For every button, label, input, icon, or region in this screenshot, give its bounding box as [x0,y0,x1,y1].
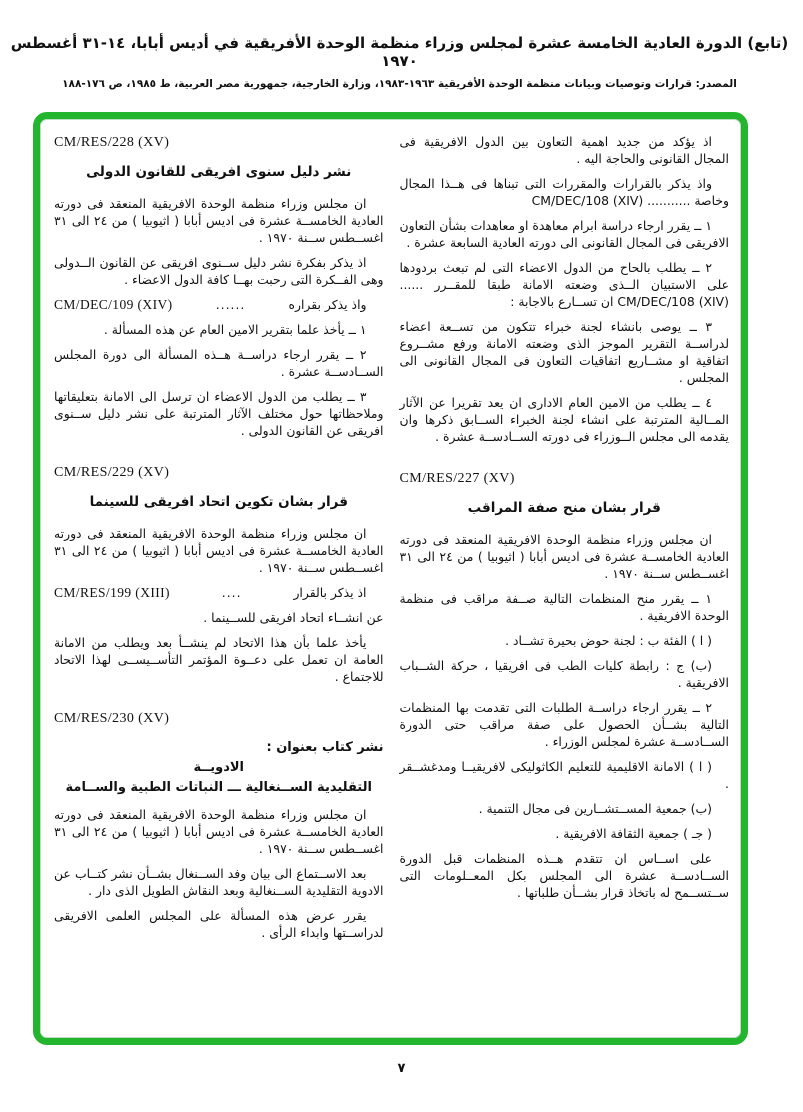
header-source-line: المصدر: قرارات وتوصيات وبيانات منظمة الوحدة الأفريقية ١٩٦٣-١٩٨٣، وزارة الخارجية، جمهورية مصر العربية، ط ١٩٨٥، ص ١٧٦-١٨٨ [62,78,737,90]
resolution-title: قرار بشان تكوين اتحاد افريقى للسينما [89,494,348,510]
paragraph: ٤ ــ يطلب من الامين العام الادارى ان يعد تقريرا عن الآثار المــالية المترتبة على انشاء لجنة الخبراء الســابق ذكرها وان يقدمه الى مجلس الــوزراء فى دورته الســادســة عشرة . [399,395,729,444]
header-session-line: (تابع) الدورة العادية الخامسة عشرة لمجلس وزراء منظمة الوحدة الأفريقية في أديس أبابا، ١٤-٣١ أغسطس ١٩٧٠ [10,34,789,70]
paragraph: ٢ ــ يطلب بالحاح من الدول الاعضاء التى لم تبعث بردودها على الاستبيان الــذى وضعته الامانة طبقا للمقــرر ...... CM/DEC/108 (XIV) ان تســارع بالاجابة : [399,260,729,309]
paragraph: واذ يذكر بالقرارات والمقررات التى تبناها فى هــذا المجال وخاصة ........... CM/DEC/108 (XIV) [399,176,729,208]
paragraph: عن انشــاء اتحاد افريقى للســينما . [203,610,384,625]
paragraph: ( ا ) الفئة ب : لجنة حوض بحيرة تشــاد . [505,633,712,648]
book-title-lead: نشر كتاب بعنوان : [266,740,384,755]
paragraph: ( جـ ) جمعية الثقافة الافريقية . [555,826,712,841]
page-number: ٧ [397,1061,406,1076]
paragraph: (ب) ج : رابطة كليات الطب فى افريقيا ، حركة الشــباب الافريقية . [399,658,729,690]
paragraph: يقرر عرض هذه المسألة على المجلس العلمى الافريقى لدراســتها وابداء الرأى . [54,908,384,940]
leader-line [54,584,384,601]
paragraph: ١ ــ يقرر منح المنظمات التالية صــفة مراقب فى منظمة الوحدة الافريقية . [399,591,729,623]
leader-line [54,296,384,313]
paragraph: اذ يذكر بفكرة نشر دليل ســنوى افريقى عن القانون الــدولى وهى الفــكرة التى رحبت بهــا كافة الدول الاعضاء . [54,255,384,287]
column-right [400,133,730,1030]
highlighted-content-box [33,112,748,1045]
leader-text: اذ يذكر بالقرار [293,585,367,600]
resolution-code: CM/RES/229 (XV) [54,465,170,480]
two-column-layout [54,133,729,1030]
document-header [0,34,799,90]
paragraph: ان مجلس وزراء منظمة الوحدة الافريقية المنعقد فى دورته العادية الخامســة عشرة فى اديس أبابا ( اثيوبيا ) من ٢٤ الى ٣١ اغســطس ســنة ١٩٧٠ . [54,807,384,856]
paragraph: ( ا ) الامانة الاقليمية للتعليم الكاثوليكى لافريقيــا ومدغشــقر . [399,759,729,791]
paragraph: ان مجلس وزراء منظمة الوحدة الافريقية المنعقد فى دورته العادية الخامســة عشرة فى اديس أبابا ( اثيوبيا ) من ٢٤ الى ٣١ اغســطس ســنة ١٩٧٠ . [399,532,729,581]
paragraph: اذ يؤكد من جديد اهمية التعاون بين الدول الافريقية فى المجال القانونى والحاجة اليه . [399,134,729,166]
paragraph: ٢ ــ يقرر ارجاء دراســة الطلبات التى تقدمت بها المنظمات التالية بشــأن الحصول على صفة مراقب حتى الدورة الســادســة عشرة لمجلس الوزراء . [399,700,729,749]
book-title-line: الادويــة [193,760,245,775]
paragraph: ان مجلس وزراء منظمة الوحدة الافريقية المنعقد فى دورته العادية الخامســة عشرة فى اديس أبابا ( اثيوبيا ) من ٢٤ الى ٣١ اغســطس ســنة ١٩٧٠ . [54,196,384,245]
resolution-title: قرار بشان منح صفة المراقب [467,500,661,516]
resolution-code: CM/RES/228 (XV) [54,135,170,150]
paragraph: على اســاس ان تتقدم هــذه المنظمات قبل الدورة الســادســة عشرة الى المجلس بكل المعــلومات التى ســتســمح له باتخاذ قرار بشــأن طلباتها . [399,851,729,900]
column-left [54,133,384,1030]
paragraph: ٢ ــ يقرر ارجاء دراســة هــذه المسألة الى دورة المجلس الســادســة عشرة . [54,347,384,379]
resolution-title: نشر دليل سنوى افريقى للقانون الدولى [86,164,352,180]
leader-text: واذ يذكر بقراره [288,297,367,312]
paragraph: ان مجلس وزراء منظمة الوحدة الافريقية المنعقد فى دورته العادية الخامســة عشرة فى اديس أبابا ( اثيوبيا ) من ٢٤ الى ٣١ اغســطس ســنة ١٩٧٠ . [54,526,384,575]
paragraph: بعد الاســتماع الى بيان وفد الســنغال بشــأن نشر كتــاب عن الادوية التقليدية الســنغالية وبعد النقاش الطويل الذى دار . [54,866,384,898]
resolution-code-inline: CM/RES/199 (XIII) [54,585,170,600]
paragraph: يأخذ علما بأن هذا الاتحاد لم ينشــأ بعد ويطلب من الامانة العامة ان تعمل على دعــوة المؤتمر التأســيســى لهذا الاتحاد للاجتماع . [54,635,384,684]
paragraph: ١ ــ يأخذ علما بتقرير الامين العام عن هذه المسألة . [103,322,367,337]
paragraph: ١ ــ يقرر ارجاء دراسة ابرام معاهدة او معاهدات بشأن التعاون الافريقى فى المجال القانونى الى دورته العادية السابعة عشرة . [399,218,729,250]
paragraph: (ب) جمعية المســتشــارين فى مجال التنمية . [478,801,712,816]
resolution-code: CM/RES/230 (XV) [54,711,170,726]
paragraph: ٣ ــ يطلب من الدول الاعضاء ان ترسل الى الامانة بتعليقاتها وملاحظاتها حول مختلف الآثار المترتبة على نشر دليل ســنوى افريقى عن القانون الدولى . [54,389,384,438]
book-title-line: التقليدية الســنغالية ـــ النباتات الطبية والســامة [65,780,372,795]
resolution-code: CM/RES/227 (XV) [399,471,515,486]
paragraph: ٣ ــ يوصى بانشاء لجنة خبراء تتكون من تســعة اعضاء لدراســة التقرير الموجز الذى وضعته الامانة ورفع مشــروع اتفاقية او مشــاريع اتفاقيات التعاون فى المجال القانونى الى المجلس . [399,319,729,385]
dotted-leader: .... [221,585,242,600]
dotted-leader: ...... [215,297,246,312]
resolution-code-inline: CM/DEC/109 (XIV) [54,297,173,312]
